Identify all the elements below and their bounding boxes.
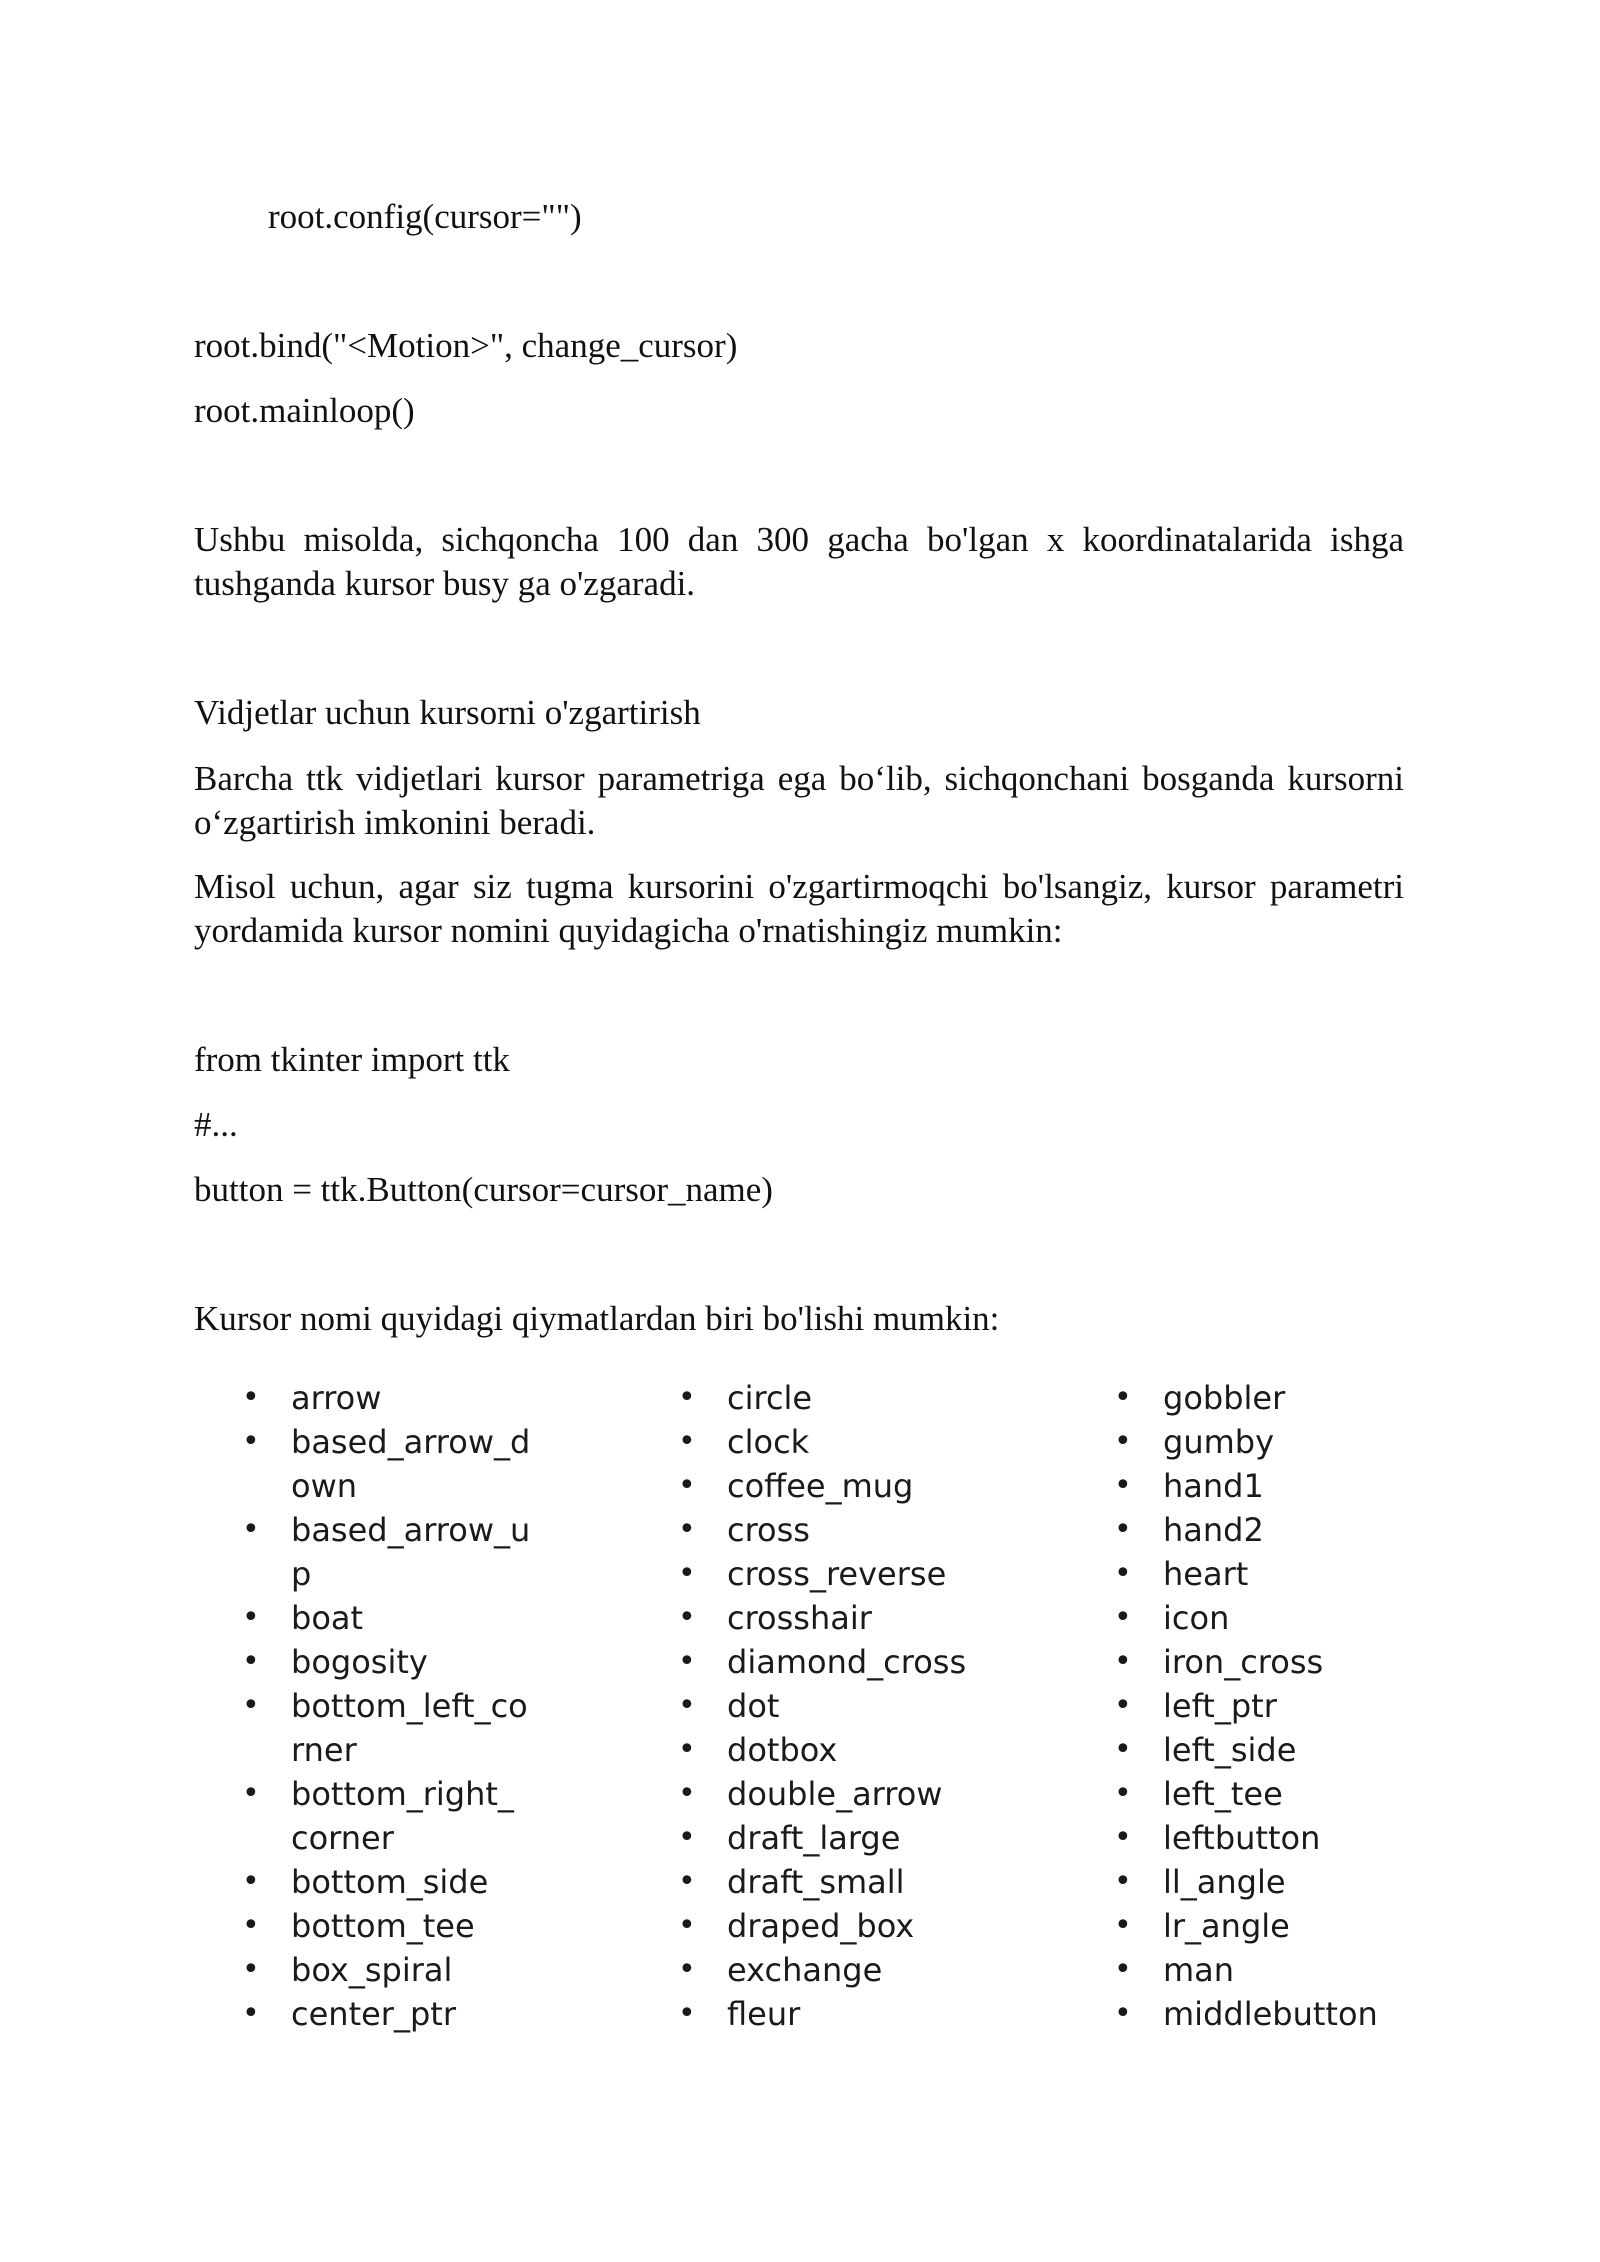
cursor-name: • dotbox <box>727 1731 838 1769</box>
list-item <box>630 1904 1050 1948</box>
cursor-name: • double_arrow <box>727 1775 943 1813</box>
cursor-list-column-2 <box>630 1376 1050 2036</box>
list-item <box>1066 1508 1486 1552</box>
cursor-name: • left_ptr <box>1163 1687 1277 1725</box>
cursor-name: • leftbutton <box>1163 1819 1321 1857</box>
list-item <box>1066 1728 1486 1772</box>
cursor-list-column-1 <box>194 1376 544 2036</box>
list-item <box>630 1640 1050 1684</box>
cursor-name: • icon <box>1163 1599 1230 1637</box>
example-paragraph: Misol uchun, agar siz tugma kursorini o'zgartirmoqchi bo'lsangiz, kursor parametri yordamida kursor nomini quyidagicha o'rnatishingiz mumkin: <box>194 867 1404 950</box>
list-item <box>630 1376 1050 1420</box>
list-item <box>630 1772 1050 1816</box>
list-item <box>1066 1376 1486 1420</box>
list-item <box>1066 1948 1486 1992</box>
list-item <box>194 1860 544 1904</box>
list-item <box>1066 1640 1486 1684</box>
list-item <box>630 1948 1050 1992</box>
list-item <box>194 1640 544 1684</box>
cursor-name: • center_ptr <box>291 1995 456 2033</box>
list-item <box>194 1420 544 1508</box>
cursor-name: • gumby <box>1163 1423 1275 1461</box>
list-item <box>1066 1596 1486 1640</box>
list-item <box>194 1772 544 1860</box>
list-item <box>194 1684 544 1772</box>
cursor-name: • man <box>1163 1951 1235 1989</box>
cursor-name: • cross <box>727 1511 810 1549</box>
list-item <box>1066 1464 1486 1508</box>
cursor-name: • boat <box>291 1599 364 1637</box>
cursor-name: • bottom_side <box>291 1863 489 1901</box>
list-item <box>630 1684 1050 1728</box>
cursor-name: • clock <box>727 1423 810 1461</box>
list-item <box>194 1904 544 1948</box>
cursor-name: • based_arrow_down <box>291 1423 531 1505</box>
cursor-name: • gobbler <box>1163 1379 1286 1417</box>
cursor-name: • diamond_cross <box>727 1643 967 1681</box>
list-intro: Kursor nomi quyidagi qiymatlardan biri bo'lishi mumkin: <box>194 1299 1000 1338</box>
list-item <box>1066 1992 1486 2036</box>
list-item <box>630 1552 1050 1596</box>
list-item <box>1066 1860 1486 1904</box>
cursor-name: • draft_small <box>727 1863 905 1901</box>
cursor-name: • bottom_left_corner <box>291 1687 528 1769</box>
list-item <box>1066 1420 1486 1464</box>
list-item <box>630 1596 1050 1640</box>
cursor-name: • heart <box>1163 1555 1249 1593</box>
list-item <box>1066 1904 1486 1948</box>
list-item <box>630 1420 1050 1464</box>
cursor-name: • hand2 <box>1163 1511 1264 1549</box>
list-item <box>1066 1772 1486 1816</box>
cursor-name: • crosshair <box>727 1599 872 1637</box>
list-item <box>630 1860 1050 1904</box>
list-item <box>194 1992 544 2036</box>
section-heading: Vidjetlar uchun kursorni o'zgartirish <box>194 693 701 732</box>
code-mainloop-line: root.mainloop() <box>194 391 415 430</box>
code-import-line: from tkinter import ttk <box>194 1040 510 1079</box>
list-item <box>630 1728 1050 1772</box>
list-item <box>630 1464 1050 1508</box>
cursor-name: • draft_large <box>727 1819 901 1857</box>
list-item <box>1066 1816 1486 1860</box>
cursor-name: • hand1 <box>1163 1467 1264 1505</box>
list-item <box>194 1508 544 1596</box>
list-item <box>630 1816 1050 1860</box>
cursor-name: • left_side <box>1163 1731 1297 1769</box>
list-item <box>1066 1552 1486 1596</box>
cursor-name: • circle <box>727 1379 813 1417</box>
cursor-name: • arrow <box>291 1379 382 1417</box>
cursor-name: • ll_angle <box>1163 1863 1286 1901</box>
cursor-name: • bottom_right_corner <box>291 1775 514 1857</box>
cursor-name: • middlebutton <box>1163 1995 1378 2033</box>
cursor-name: • box_spiral <box>291 1951 453 1989</box>
cursor-name: • bogosity <box>291 1643 428 1681</box>
list-item <box>630 1992 1050 2036</box>
cursor-name: • iron_cross <box>1163 1643 1324 1681</box>
cursor-name: • draped_box <box>727 1907 915 1945</box>
list-item <box>1066 1684 1486 1728</box>
list-item <box>194 1596 544 1640</box>
code-bind-line: root.bind("<Motion>", change_cursor) <box>194 326 738 365</box>
cursor-name: • exchange <box>727 1951 883 1989</box>
cursor-name: • lr_angle <box>1163 1907 1290 1945</box>
list-item <box>194 1376 544 1420</box>
widgets-paragraph: Barcha ttk vidjetlari kursor parametriga ega bo‘lib, sichqonchani bosganda kursorni o‘zgartirish imkonini beradi. <box>194 759 1404 842</box>
cursor-name: • coffee_mug <box>727 1467 914 1505</box>
cursor-name: • cross_reverse <box>727 1555 947 1593</box>
cursor-name: • fleur <box>727 1995 801 2033</box>
cursor-list-column-3 <box>1066 1376 1486 2036</box>
list-item <box>194 1948 544 1992</box>
explanation-paragraph: Ushbu misolda, sichqoncha 100 dan 300 gacha bo'lgan x koordinatalarida ishga tushganda kursor busy ga o'zgaradi. <box>194 520 1404 603</box>
cursor-name: • left_tee <box>1163 1775 1283 1813</box>
cursor-name: • based_arrow_up <box>291 1511 531 1593</box>
code-button-line: button = ttk.Button(cursor=cursor_name) <box>194 1170 773 1209</box>
cursor-name: • bottom_tee <box>291 1907 475 1945</box>
list-item <box>630 1508 1050 1552</box>
cursor-name: • dot <box>727 1687 780 1725</box>
code-ellipsis-line: #... <box>194 1105 238 1144</box>
code-config-line: root.config(cursor="") <box>268 197 582 236</box>
